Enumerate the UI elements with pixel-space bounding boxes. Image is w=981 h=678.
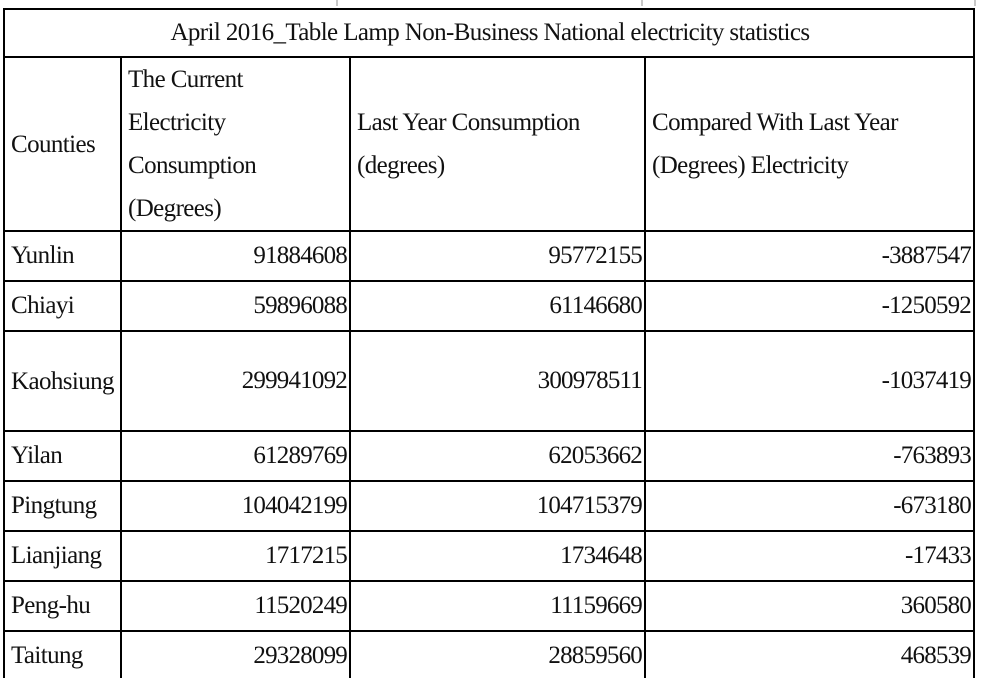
last-year-consumption-cell[interactable]: 1734648: [350, 531, 645, 581]
column-divider-mark: [641, 0, 643, 6]
compared-cell[interactable]: -17433: [645, 531, 974, 581]
sheet-top-edge: [0, 0, 981, 6]
current-consumption-cell[interactable]: 299941092: [121, 331, 350, 431]
electricity-statistics-table: [3, 8, 975, 678]
compared-cell[interactable]: -3887547: [645, 231, 974, 281]
column-divider-mark: [974, 0, 976, 6]
title-row: [4, 9, 974, 57]
current-consumption-cell[interactable]: 104042199: [121, 481, 350, 531]
current-consumption-cell[interactable]: 91884608: [121, 231, 350, 281]
table-row: [4, 581, 974, 631]
county-cell[interactable]: Chiayi: [4, 281, 121, 331]
current-consumption-cell[interactable]: 11520249: [121, 581, 350, 631]
last-year-consumption-cell[interactable]: 61146680: [350, 281, 645, 331]
header-row: [4, 57, 974, 231]
table-row: [4, 331, 974, 431]
last-year-consumption-cell[interactable]: 28859560: [350, 631, 645, 678]
county-cell[interactable]: Taitung: [4, 631, 121, 678]
table-title-cell[interactable]: April 2016_Table Lamp Non-Business National electricity statistics: [4, 9, 974, 57]
county-cell[interactable]: Kaohsiung: [4, 331, 121, 431]
county-cell[interactable]: Yilan: [4, 431, 121, 481]
table-row: [4, 281, 974, 331]
table-row: [4, 531, 974, 581]
compared-cell[interactable]: 468539: [645, 631, 974, 678]
table-row: [4, 631, 974, 678]
last-year-consumption-cell[interactable]: 11159669: [350, 581, 645, 631]
county-cell[interactable]: Peng-hu: [4, 581, 121, 631]
column-divider-mark: [336, 0, 338, 6]
current-consumption-cell[interactable]: 61289769: [121, 431, 350, 481]
last-year-consumption-cell[interactable]: 62053662: [350, 431, 645, 481]
compared-cell[interactable]: 360580: [645, 581, 974, 631]
header-cell-current-consumption[interactable]: The Current Electricity Consumption (Degrees): [121, 57, 350, 231]
header-cell-last-year-consumption[interactable]: Last Year Consumption (degrees): [350, 57, 645, 231]
table-row: [4, 431, 974, 481]
current-consumption-cell[interactable]: 1717215: [121, 531, 350, 581]
header-cell-counties[interactable]: Counties: [4, 57, 121, 231]
current-consumption-cell[interactable]: 59896088: [121, 281, 350, 331]
current-consumption-cell[interactable]: 29328099: [121, 631, 350, 678]
county-cell[interactable]: Lianjiang: [4, 531, 121, 581]
compared-cell[interactable]: -763893: [645, 431, 974, 481]
last-year-consumption-cell[interactable]: 95772155: [350, 231, 645, 281]
county-cell[interactable]: Pingtung: [4, 481, 121, 531]
table-row: [4, 481, 974, 531]
header-cell-compared[interactable]: Compared With Last Year (Degrees) Electricity: [645, 57, 974, 231]
last-year-consumption-cell[interactable]: 300978511: [350, 331, 645, 431]
compared-cell[interactable]: -1250592: [645, 281, 974, 331]
compared-cell[interactable]: -673180: [645, 481, 974, 531]
compared-cell[interactable]: -1037419: [645, 331, 974, 431]
table-row: [4, 231, 974, 281]
last-year-consumption-cell[interactable]: 104715379: [350, 481, 645, 531]
county-cell[interactable]: Yunlin: [4, 231, 121, 281]
